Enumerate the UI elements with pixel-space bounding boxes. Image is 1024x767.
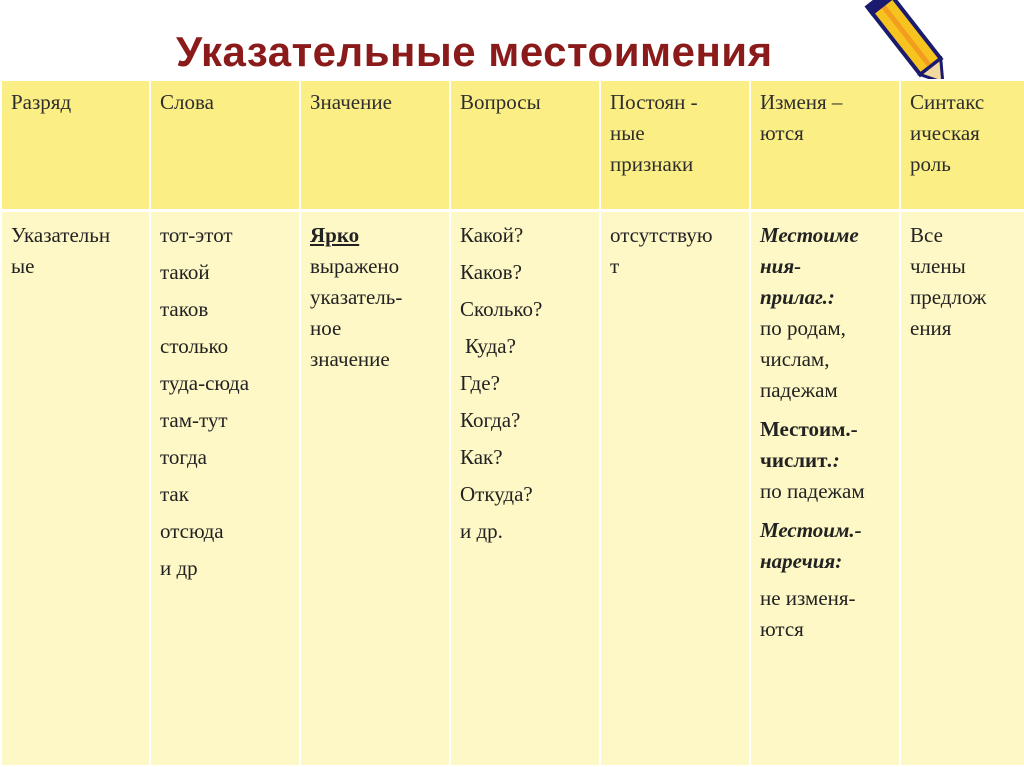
table-header-row (1, 80, 1024, 211)
header-cell: Слова (150, 80, 300, 211)
pronoun-table (0, 79, 1024, 767)
words-cell: тот-этот такой таков столько туда-сюда там-тут тогда так отсюда и др (150, 211, 300, 767)
page-title: Указательные местоимения (176, 28, 773, 75)
header-cell: Значение (300, 80, 450, 211)
table-row (1, 211, 1024, 767)
header-cell: Синтакс ическая роль (900, 80, 1024, 211)
header-cell: Вопросы (450, 80, 600, 211)
category-cell: Указательн ые (1, 211, 150, 767)
header-cell: Изменя – ются (750, 80, 900, 211)
header-cell: Разряд (1, 80, 150, 211)
meaning-cell: Ярко выражено указатель- ное значение (300, 211, 450, 767)
questions-cell: Какой? Каков? Сколько? Куда? Где? Когда? Как? Откуда? и др. (450, 211, 600, 767)
pronoun-adverbs-group: Местоим.- наречия: не изменя- ются (760, 518, 862, 641)
pencil-icon (860, 0, 960, 84)
syntactic-role-cell: Все члены предлож ения (900, 211, 1024, 767)
pronoun-numerals-group: Местоим.- числит.: по падежам (760, 417, 865, 503)
changes-cell (750, 211, 900, 767)
constant-features-cell: отсутствую т (600, 211, 750, 767)
header-cell: Постоян - ные признаки (600, 80, 750, 211)
pronoun-adjectives-group: Местоиме ния- прилаг.: по родам, числам, падежам (760, 223, 859, 402)
